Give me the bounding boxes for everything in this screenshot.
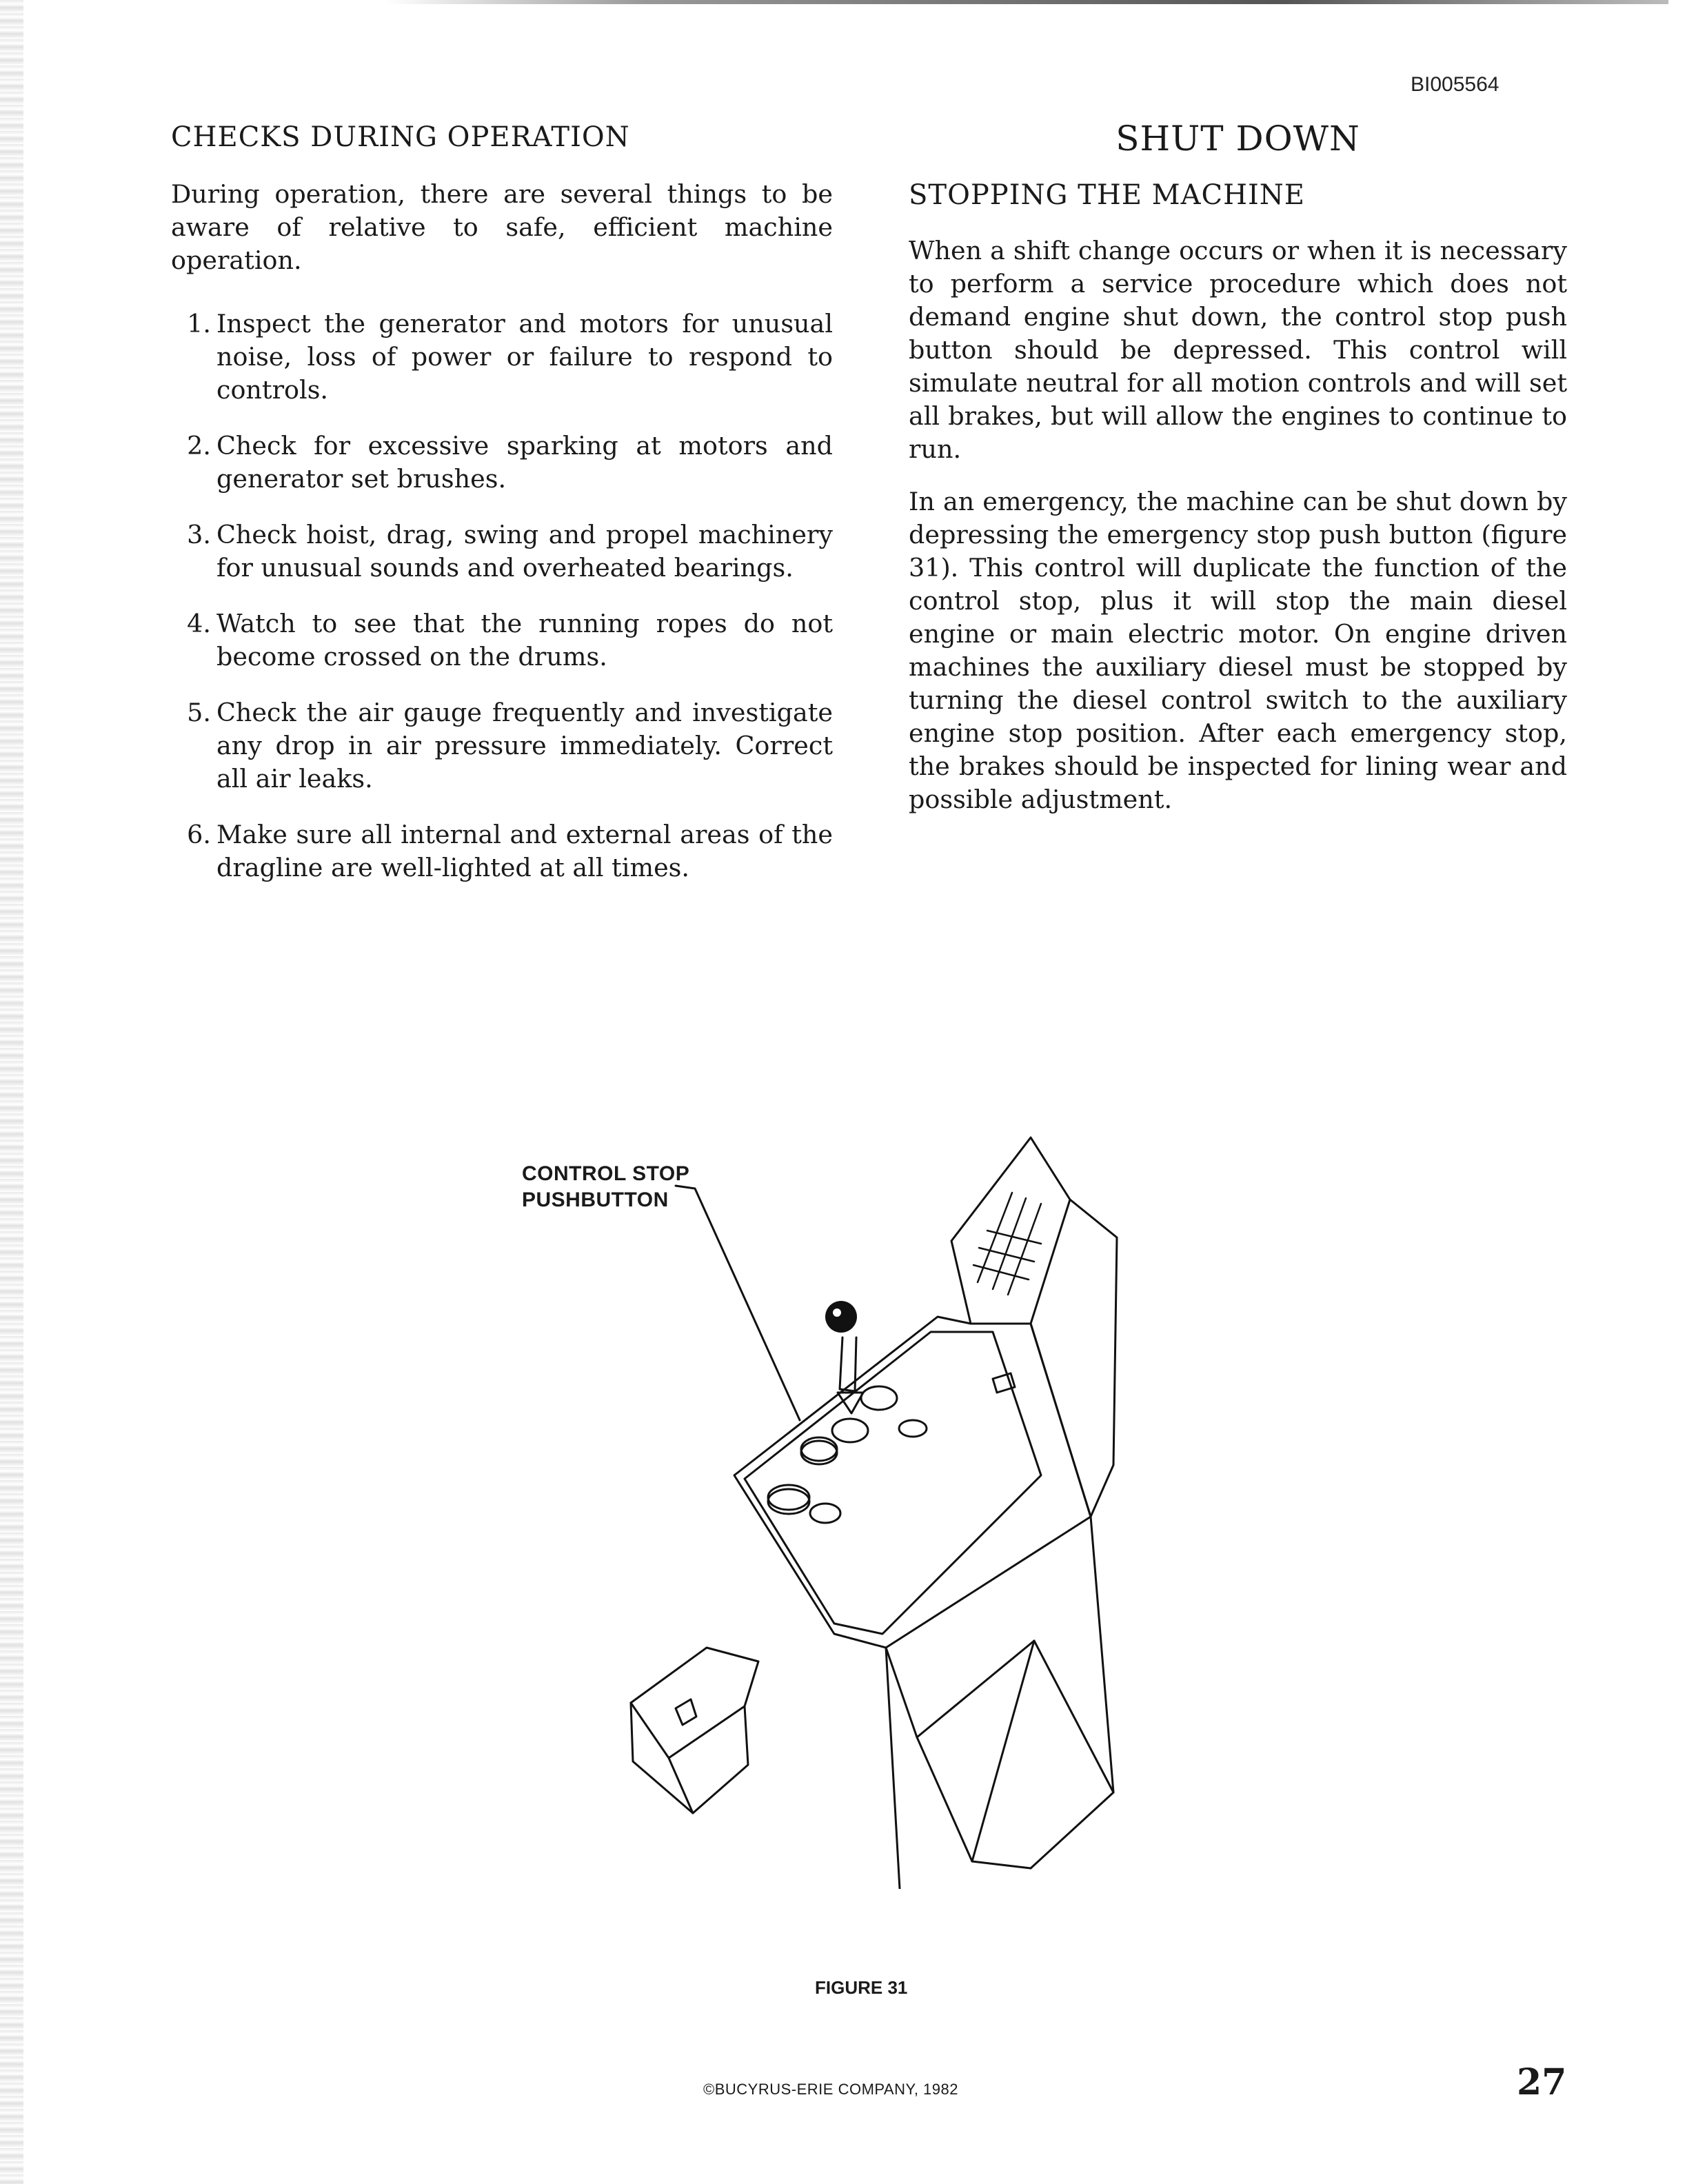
- stopping-machine-subheading: STOPPING THE MACHINE: [909, 179, 1305, 211]
- figure-caption: FIGURE 31: [815, 1977, 908, 1998]
- shut-down-paragraph-2: In an emergency, the machine can be shut down by depressing the emergency stop push button (figure 31). This control will duplicate the function of the control stop, plus it will stop the main diesel engine or main electric motor. On engine driven machines the auxiliary diesel must be stopped by turning the diesel control switch to the auxiliary engine stop position. After each emergency stop, the brakes should be inspected for lining wear and possible adjustment.: [909, 487, 1567, 814]
- left-column: [171, 121, 833, 907]
- checks-intro: During operation, there are several things to be aware of relative to safe, efficient machine operation.: [171, 179, 833, 275]
- list-item-text: Watch to see that the running ropes do not become crossed on the drums.: [216, 609, 833, 671]
- list-item-text: Check for excessive sparking at motors and generator set brushes.: [216, 431, 833, 494]
- list-item-text: Make sure all internal and external areas of the dragline are well-lighted at all times.: [216, 820, 833, 882]
- list-item-number: 5.: [187, 698, 211, 727]
- list-item: [171, 818, 833, 884]
- list-item-number: 4.: [187, 609, 211, 638]
- list-item: [171, 696, 833, 796]
- shut-down-heading: SHUT DOWN: [1115, 119, 1360, 159]
- list-item: [171, 307, 833, 407]
- callout-label-line2: PUSHBUTTON: [522, 1189, 669, 1211]
- list-item: [171, 518, 833, 585]
- document-id: BI005564: [1411, 73, 1500, 96]
- list-item: [171, 607, 833, 674]
- list-item-text: Check the air gauge frequently and investigate any drop in air pressure immediately. Correct all air leaks.: [216, 698, 833, 793]
- scan-edge-artifact: [0, 0, 23, 2184]
- shut-down-paragraph-1: When a shift change occurs or when it is necessary to perform a service procedure which does not demand engine shut down, the control stop push button should be depressed. This control will simulate neutral for all motion controls and will set all brakes, but will allow the engines to continue to run.: [909, 236, 1567, 464]
- lever-knob-icon: [825, 1301, 857, 1333]
- list-item-number: 6.: [187, 820, 211, 849]
- callout-label-line1: CONTROL STOP: [522, 1162, 690, 1185]
- checks-heading: CHECKS DURING OPERATION: [171, 121, 630, 153]
- page-number: 27: [1517, 2061, 1567, 2103]
- callout-leader-line: [676, 1186, 800, 1420]
- list-item-number: 2.: [187, 431, 211, 461]
- checks-list: [171, 307, 833, 884]
- list-item-text: Inspect the generator and motors for unusual noise, loss of power or failure to respond to controls.: [216, 309, 833, 405]
- copyright-notice: ©BUCYRUS-ERIE COMPANY, 1982: [703, 2081, 959, 2098]
- list-item-number: 3.: [187, 520, 211, 549]
- control-console-illustration: [510, 1117, 1420, 1889]
- list-item-number: 1.: [187, 309, 211, 338]
- control-stop-callout: [522, 1161, 689, 1213]
- top-scan-rule: [386, 0, 1668, 4]
- right-column: [909, 121, 1567, 836]
- list-item: [171, 429, 833, 496]
- list-item-text: Check hoist, drag, swing and propel machinery for unusual sounds and overheated bearings.: [216, 520, 833, 583]
